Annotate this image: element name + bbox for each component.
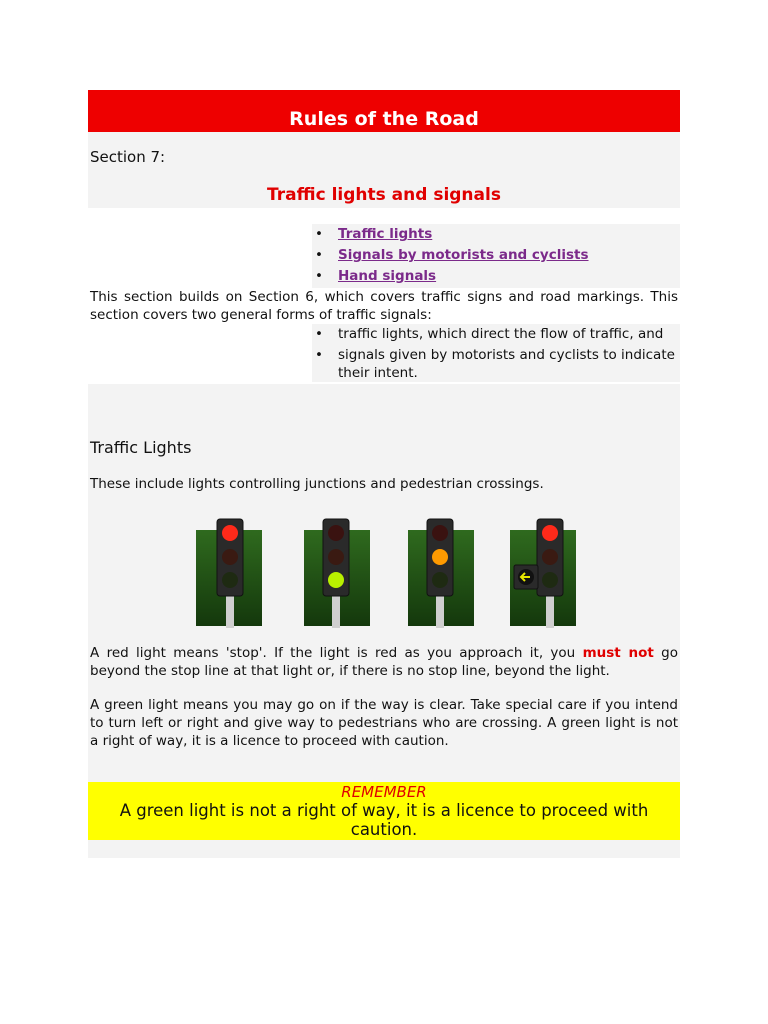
remember-title: REMEMBER [341, 783, 427, 801]
link-hand-signals[interactable]: Hand signals [338, 268, 437, 284]
link-signals-motorists-cyclists[interactable]: Signals by motorists and cyclists [338, 247, 589, 263]
traffic-light-red-filter-arrow [510, 519, 576, 628]
lamp-amber [542, 549, 558, 565]
list-item [312, 245, 589, 266]
green-light-paragraph: A green light means you may go on if the way is clear. Take special care if you intend to turn left or right and give way to pedestrians who are crossing. A green light is not a right of way, it is a licence to proceed with caution. [90, 697, 678, 749]
list-item [312, 224, 589, 245]
lamp-green [328, 572, 344, 588]
section-label: Section 7: [90, 148, 166, 166]
list-item: • traffic lights, which direct the flow of traffic, and [312, 325, 680, 343]
traffic-lights-intro: These include lights controlling junctions and pedestrian crossings. [90, 476, 544, 492]
section-title: Traffic lights and signals [267, 185, 501, 205]
traffic-light-red [196, 519, 262, 628]
lamp-green [222, 572, 238, 588]
lamp-red [432, 525, 448, 541]
red-light-paragraph: A red light means 'stop'. If the light is red as you approach it, you must not go beyond the stop line at that light or, if there is no stop line, beyond the light. [90, 645, 678, 679]
page-title-banner [88, 90, 680, 132]
signal-forms-list [312, 325, 680, 385]
intro-paragraph: This section builds on Section 6, which covers traffic signs and road markings. This section covers two general forms of traffic signals: [90, 289, 678, 323]
lamp-amber [432, 549, 448, 565]
lamp-amber [222, 549, 238, 565]
link-traffic-lights[interactable]: Traffic lights [338, 226, 433, 242]
lamp-red [222, 525, 238, 541]
remember-text: A green light is not a right of way, it is a licence to proceed with caution. [119, 801, 649, 839]
traffic-light-amber [408, 519, 474, 628]
list-item: • signals given by motorists and cyclists to indicate their intent. [312, 346, 680, 382]
list-item [312, 266, 589, 287]
traffic-lights-heading: Traffic Lights [90, 438, 192, 457]
page-title: Rules of the Road [289, 108, 479, 130]
remember-callout [88, 782, 680, 840]
must-not-emphasis: must not [582, 645, 654, 661]
lamp-amber [328, 549, 344, 565]
traffic-light-images [196, 516, 576, 632]
lamp-red [328, 525, 344, 541]
lamp-green [432, 572, 448, 588]
section-links [312, 224, 589, 287]
traffic-light-green [304, 519, 370, 628]
lamp-green [542, 572, 558, 588]
lamp-red [542, 525, 558, 541]
